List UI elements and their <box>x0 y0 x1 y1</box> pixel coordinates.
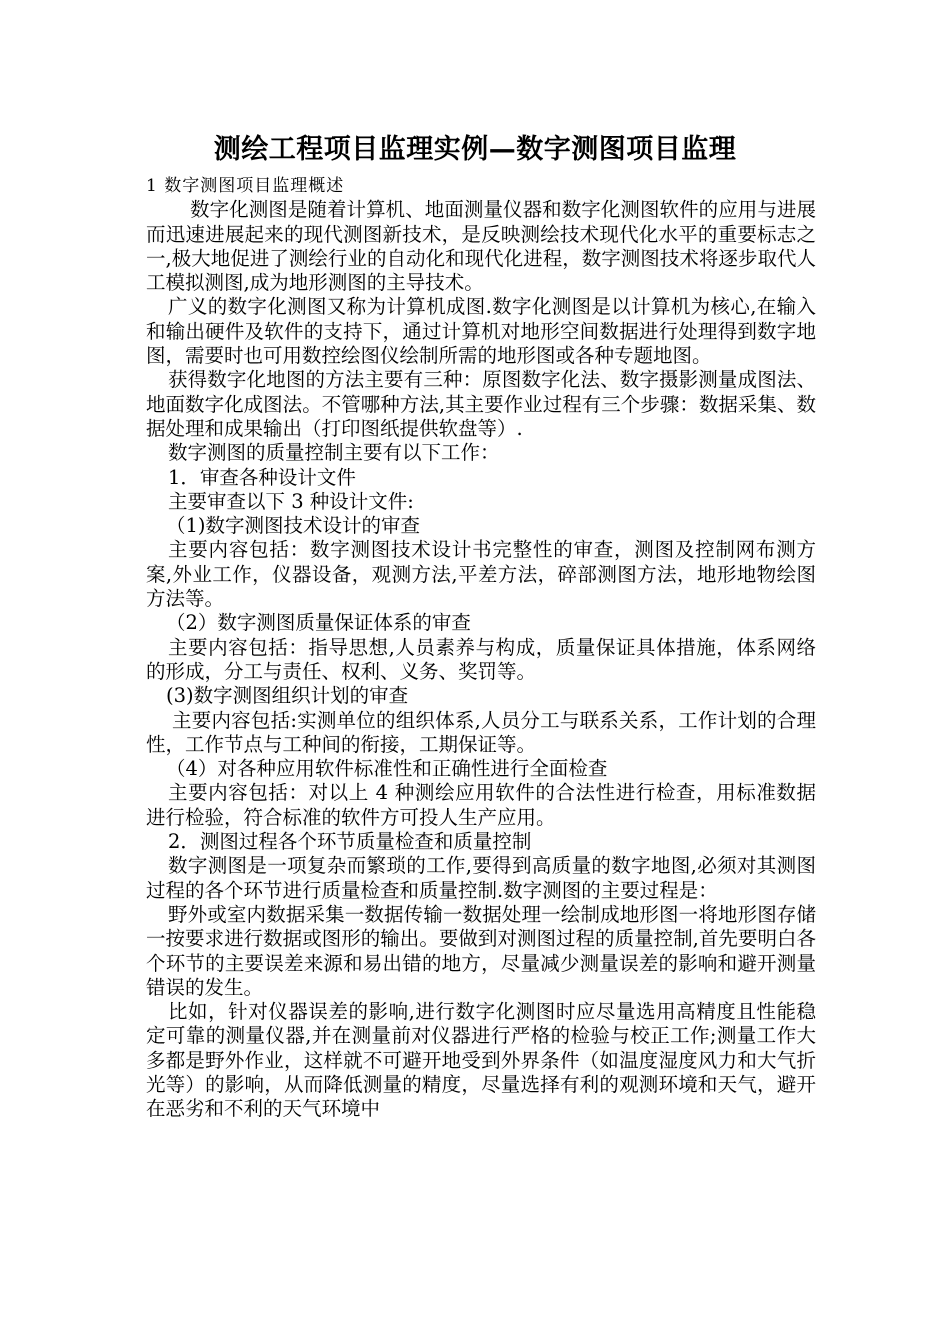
item-heading: （1)数字测图技术设计的审查 <box>166 514 421 538</box>
paragraph: 数字化测图是随着计算机、地面测量仪器和数字化测图软件的应用与进展而迅速进展起来的现代测图新技术，是反映测绘技术现代化水平的重要标志之一,极大地促进了测绘行业的自动化和现代化进程，数字测图技术将逐步取代人工模拟测图,成为地形测图的主导技术。 <box>146 198 816 295</box>
paragraph: 主要内容包括：指导思想,人员素养与构成，质量保证具体措施，体系网络的形成，分工与责任、权利、义务、奖罚等。 <box>146 635 816 683</box>
paragraph: 比如，针对仪器误差的影响,进行数字化测图时应尽量选用高精度且性能稳定可靠的测量仪器,并在测量前对仪器进行严格的检验与校正工作;测量工作大多都是野外作业，这样就不可避开地受到外界条件（如温度湿度风力和大气折光等）的影响，从而降低测量的精度，尽量选择有利的观测环境和天气，避开在恶劣和不利的天气环境中 <box>146 1000 816 1121</box>
subsection-heading: 2．测图过程各个环节质量检查和质量控制 <box>168 830 532 854</box>
paragraph: 主要内容包括:实测单位的组织体系,人员分工与联系关系，工作计划的合理性，工作节点与工种间的衔接，工期保证等。 <box>146 708 816 756</box>
item-heading: (3)数字测图组织计划的审查 <box>166 684 409 708</box>
paragraph: 主要审查以下 3 种设计文件: <box>168 489 414 513</box>
paragraph: 数字测图的质量控制主要有以下工作： <box>168 441 500 465</box>
subsection-heading: 1．审查各种设计文件 <box>168 465 356 489</box>
paragraph: 主要内容包括：数字测图技术设计书完整性的审查，测图及控制网布测方案,外业工作，仪器设备，观测方法,平差方法，碎部测图方法，地形地物绘图方法等。 <box>146 538 816 611</box>
paragraph: 主要内容包括：对以上 4 种测绘应用软件的合法性进行检查，用标准数据进行检验，符合标准的软件方可投人生产应用。 <box>146 781 816 829</box>
document-body <box>146 174 816 1122</box>
section-heading: 1 数字测图项目监理概述 <box>146 176 345 196</box>
document-title: 测绘工程项目监理实例—数字测图项目监理 <box>213 134 737 165</box>
paragraph: 广义的数字化测图又称为计算机成图.数字化测图是以计算机为核心,在输入和输出硬件及软件的支持下，通过计算机对地形空间数据进行处理得到数字地图，需要时也可用数控绘图仪绘制所需的地形图或各种专题地图。 <box>146 295 816 368</box>
item-heading: （2）数字测图质量保证体系的审查 <box>166 611 471 635</box>
paragraph: 获得数字化地图的方法主要有三种：原图数字化法、数字摄影测量成图法、地面数字化成图法。不管哪种方法,其主要作业过程有三个步骤：数据采集、数据处理和成果输出（打印图纸提供软盘等）. <box>146 368 816 440</box>
paragraph: 野外或室内数据采集一数据传输一数据处理一绘制成地形图一将地形图存储一按要求进行数据或图形的输出。要做到对测图过程的质量控制,首先要明白各个环节的主要误差来源和易出错的地方，尽量减少测量误差的影响和避开测量错误的发生。 <box>146 902 816 999</box>
item-heading: （4）对各种应用软件标准性和正确性进行全面检查 <box>166 757 608 781</box>
paragraph: 数字测图是一项复杂而繁琐的工作,要得到高质量的数字地图,必须对其测图过程的各个环节进行质量检查和质量控制.数字测图的主要过程是： <box>146 854 816 902</box>
